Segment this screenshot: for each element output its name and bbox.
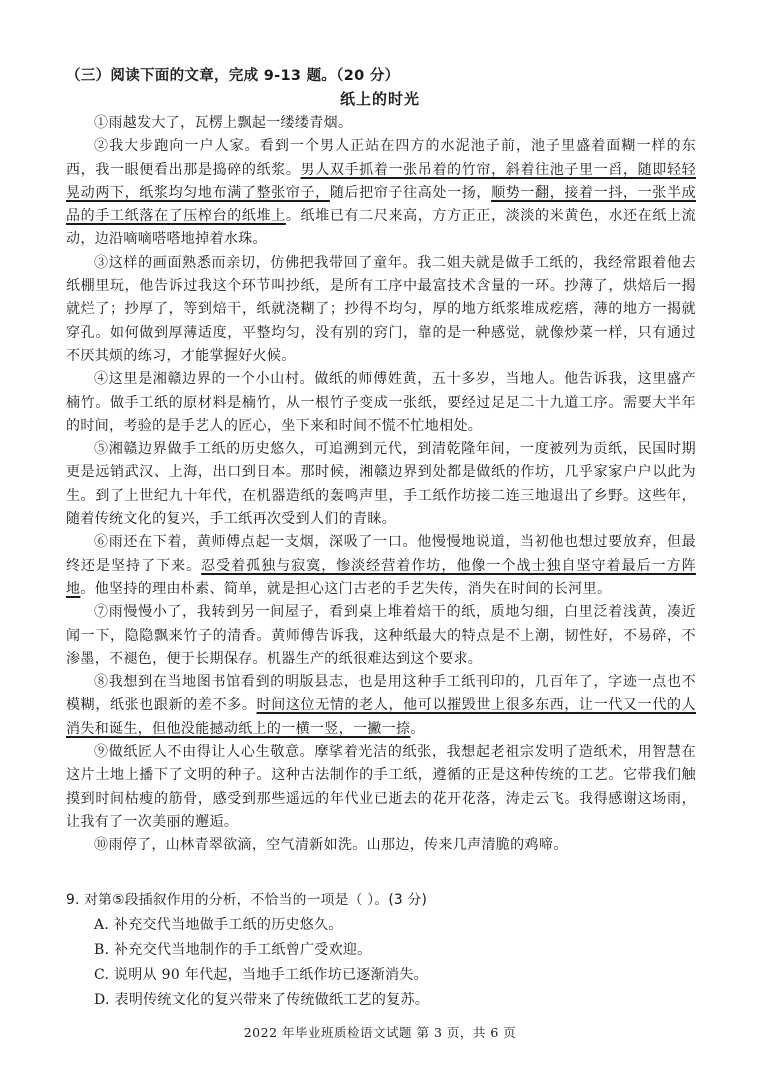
question-stem: 9. 对第⑤段插叙作用的分析，不恰当的一项是（ ）。(3 分) xyxy=(66,892,428,908)
question-9 xyxy=(66,888,706,1013)
paragraph-2-underline-2: 顺势一翻，接着一抖，一张半成品的手工纸落在了压榨台的纸堆上 xyxy=(66,184,696,225)
paragraph-7: ⑦雨慢慢小了，我转到另一间屋子，看到桌上堆着焙干的纸，质地匀细，白里泛着浅黄，凑近闻一下，隐隐飘来竹子的清香。黄师傅告诉我，这种纸最大的特点是不上潮，韧性好，不易碎，不渗墨，不褪色，便于长期保存。机器生产的纸很难达到这个要求。 xyxy=(66,604,696,667)
paragraph-8-text-a: ⑧我想到在当地图书馆看到的明版县志，也是用这种手工纸刊印的，几百年了，字迹一点也不模糊，纸张也跟新的差不多。 xyxy=(66,674,696,714)
option-c: C. 说明从 90 年代起，当地手工纸作坊已逐渐消失。 xyxy=(94,967,428,983)
option-a: A. 补充交代当地做手工纸的历史悠久。 xyxy=(94,917,343,933)
paragraph-3: ③这样的画面熟悉而亲切，仿佛把我带回了童年。我二姐夫就是做手工纸的，我经常跟着他去纸棚里玩，他告诉过我这个环节叫抄纸，是所有工序中最富技术含量的一环。抄薄了，烘焙后一揭就烂了；抄厚了，等到焙干，纸就浇糊了；抄得不均匀，厚的地方纸浆堆成疙瘩，薄的地方一揭就穿孔。如何做到厚薄适度，平整均匀，没有别的窍门，靠的是一种感觉，就像炒菜一样，只有通过不厌其烦的练习，才能掌握好火候。 xyxy=(66,254,696,364)
paragraph-2-text-b: 随后把帘子往高处一扬， xyxy=(329,184,492,201)
page-footer: 2022 年毕业班质检语文试题 第 3 页，共 6 页 xyxy=(243,1025,517,1040)
article-body xyxy=(66,112,696,858)
section-heading: （三）阅读下面的文章，完成 9-13 题。（20 分） xyxy=(66,68,400,84)
option-d: D. 表明传统文化的复兴带来了传统做纸工艺的复苏。 xyxy=(94,992,430,1008)
paragraph-8 xyxy=(66,671,696,741)
paragraph-6-text-a: ⑥雨还在下着，黄师傅点起一支烟，深吸了一口。他慢慢地说道，当初他也想过要放弃，但最终还是坚持了下来。 xyxy=(66,534,696,574)
option-b: B. 补充交代当地制作的手工纸曾广受欢迎。 xyxy=(94,942,372,958)
article-title: 纸上的时光 xyxy=(339,90,420,108)
paragraph-2-underline-1: 男人双手抓着一张吊着的竹帘，斜着往池子里一舀，随即轻轻晃动两下，纸浆均匀地布满了整张帘子， xyxy=(66,161,696,201)
paragraph-2-text-a: ②我大步跑向一户人家。看到一个男人正站在四方的水泥池子前，池子里盛着面糊一样的东西，我一眼便看出那是捣碎的纸浆。 xyxy=(66,138,696,178)
paragraph-6-underline: 忍受着孤独与寂寞，惨淡经营着作坊，他像一个战士独自坚守着最后一方阵地 xyxy=(66,557,696,597)
paragraph-1: ①雨越发大了，瓦楞上飘起一缕缕青烟。 xyxy=(94,115,353,131)
paragraph-5: ⑤湘赣边界做手工纸的历史悠久，可追溯到元代，到清乾隆年间，一度被列为贡纸，民国时期更是远销武汉、上海，出口到日本。那时候，湘赣边界到处都是做纸的作坊，几乎家家户户以此为生。到了上世纪九十年代，在机器造纸的轰鸣声里，手工纸作坊接二连三地退出了乡野。这些年，随着传统文化的复兴，手工纸再次受到人们的青睐。 xyxy=(66,441,696,528)
paragraph-8-text-b: 。 xyxy=(410,720,425,737)
paragraph-6 xyxy=(66,531,696,601)
paragraph-8-underline: 时间这位无情的老人，他可以摧毁世上很多东西，让一代又一代的人消失和诞生，但他没能撼动纸上的一横一竖，一撇一捺 xyxy=(66,697,696,737)
paragraph-2-text-c: 。纸堆已有二尺来高，方方正正，淡淡的米黄色，水还在纸上流动，边沿嘀嘀嗒嗒地掉着水珠。 xyxy=(66,208,696,248)
paragraph-9: ⑨做纸匠人不由得让人心生敬意。摩挲着光洁的纸张，我想起老祖宗发明了造纸术，用智慧在这片土地上播下了文明的种子。这种古法制作的手工纸，遵循的正是这种传统的工艺。它带我们触摸到时间枯瘦的筋骨，感受到那些遥远的年代业已逝去的花开花落，涛走云飞。我得感谢这场雨，让我有了一次美丽的邂逅。 xyxy=(66,744,696,830)
paragraph-2 xyxy=(66,135,696,251)
paragraph-6-text-b: 。他坚持的理由朴素、简单，就是担心这门古老的手艺失传，消失在时间的长河里。 xyxy=(80,580,612,597)
paragraph-10: ⑩雨停了，山林青翠欲滴，空气清新如洗。山那边，传来几声清脆的鸡啼。 xyxy=(94,837,568,854)
paragraph-4: ④这里是湘赣边界的一个小山村。做纸的师傅姓黄，五十多岁，当地人。他告诉我，这里盛产楠竹。做手工纸的原材料是楠竹，从一根竹子变成一张纸，要经过足足二十九道工序。需要大半年的时间，考验的是手艺人的匠心，坐下来和时间不慌不忙地相处。 xyxy=(66,371,696,434)
